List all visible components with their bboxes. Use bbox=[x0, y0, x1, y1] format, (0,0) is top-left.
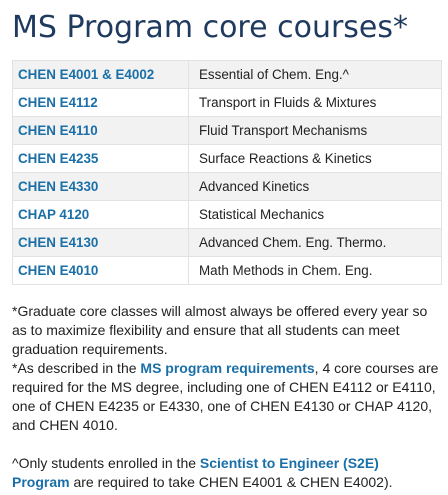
page-title: MS Program core courses* bbox=[12, 10, 409, 45]
note-text: *As described in the bbox=[12, 360, 141, 376]
course-title: Advanced Chem. Eng. Thermo. bbox=[189, 229, 442, 257]
course-code: CHEN E4330 bbox=[13, 173, 189, 201]
table-row bbox=[13, 61, 442, 89]
course-title: Fluid Transport Mechanisms bbox=[189, 117, 442, 145]
course-code: CHEN E4112 bbox=[13, 89, 189, 117]
course-code: CHEN E4010 bbox=[13, 257, 189, 285]
footnotes bbox=[12, 302, 440, 492]
note-text: are required to take CHEN E4001 & CHEN E4002). bbox=[69, 474, 393, 490]
course-title: Essential of Chem. Eng.^ bbox=[189, 61, 442, 89]
table-row bbox=[13, 229, 442, 257]
course-title: Advanced Kinetics bbox=[189, 173, 442, 201]
note-text: , 4 core courses are required for the MS degree, including one of CHEN E4112 or E4110, one of CHEN E4235 or E4330, one of CHEN E4130 or CHAP 4120, and CHEN 4010. bbox=[12, 360, 439, 433]
course-code: CHEN E4130 bbox=[13, 229, 189, 257]
course-code: CHAP 4120 bbox=[13, 201, 189, 229]
course-title: Transport in Fluids & Mixtures bbox=[189, 89, 442, 117]
graduate-core-note: *Graduate core classes will almost always be offered every year so as to maximize flexibility and ensure that all students can meet graduation requirements. bbox=[12, 303, 428, 357]
table-row bbox=[13, 117, 442, 145]
ms-requirements-note bbox=[12, 359, 440, 435]
course-title: Math Methods in Chem. Eng. bbox=[189, 257, 442, 285]
s2e-note bbox=[12, 454, 440, 492]
course-code: CHEN E4001 & E4002 bbox=[13, 61, 189, 89]
table-row bbox=[13, 173, 442, 201]
table-row bbox=[13, 145, 442, 173]
course-code: CHEN E4235 bbox=[13, 145, 189, 173]
course-code: CHEN E4110 bbox=[13, 117, 189, 145]
s2e-program-link[interactable]: Scientist to Engineer (S2E) Program bbox=[12, 455, 379, 490]
ms-program-requirements-link[interactable]: MS program requirements bbox=[140, 360, 315, 376]
table-row bbox=[13, 201, 442, 229]
core-courses-table bbox=[12, 60, 442, 285]
table-row bbox=[13, 257, 442, 285]
spacer bbox=[12, 435, 440, 454]
table-row bbox=[13, 89, 442, 117]
course-title: Statistical Mechanics bbox=[189, 201, 442, 229]
course-title: Surface Reactions & Kinetics bbox=[189, 145, 442, 173]
note-text: ^Only students enrolled in the bbox=[12, 455, 200, 471]
